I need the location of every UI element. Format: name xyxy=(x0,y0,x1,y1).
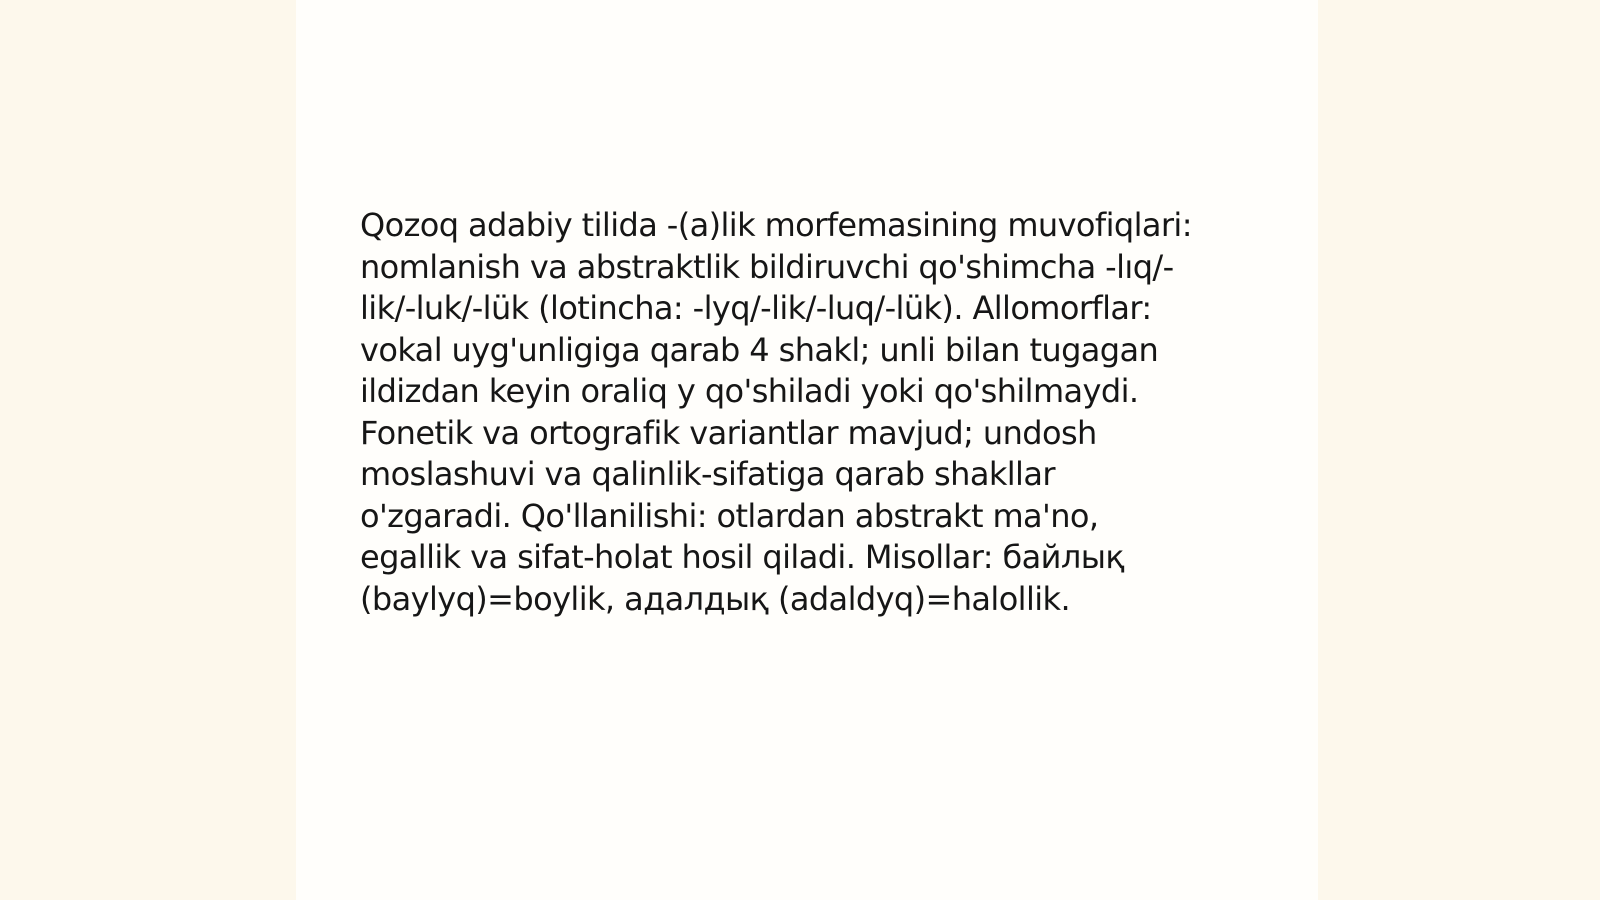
text-line-3: lik/-luk/-lük (lotincha: -lyq/-lik/-luq/-lük). Allomorflar: xyxy=(360,289,1152,327)
text-line-10: (baylyq)=boylik, адалдық (adaldyq)=halollik. xyxy=(360,579,1071,618)
text-line-7: moslashuvi va qalinlik-sifatiga qarab shakllar xyxy=(360,455,1055,493)
body-paragraph xyxy=(360,205,1260,620)
text-line-2: nomlanish va abstraktlik bildiruvchi qo'shimcha -lıq/- xyxy=(360,247,1174,286)
text-line-1: Qozoq adabiy tilida -(a)lik morfemasining muvofiqlari: xyxy=(360,206,1192,244)
text-line-8: o'zgaradi. Qo'llanilishi: otlardan abstrakt ma'no, xyxy=(360,496,1099,535)
text-line-4: vokal uyg'unligiga qarab 4 shakl; unli bilan tugagan xyxy=(360,330,1159,369)
text-line-6: Fonetik va ortografik variantlar mavjud; undosh xyxy=(360,413,1097,452)
text-line-5: ildizdan keyin oraliq y qo'shiladi yoki qo'shilmaydi. xyxy=(360,372,1139,410)
text-line-9: egallik va sifat-holat hosil qiladi. Misollar: байлық xyxy=(360,538,1125,576)
